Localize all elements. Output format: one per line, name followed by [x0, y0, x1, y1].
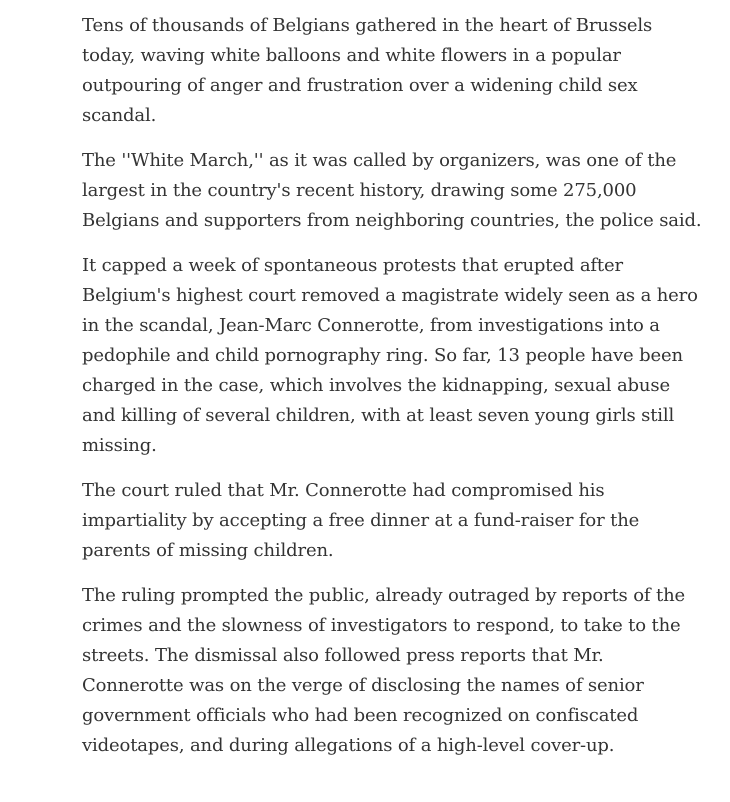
article-paragraph: The court ruled that Mr. Connerotte had compromised his impartiality by accepting a free dinner at a fund-raiser for the parents of missing children. [82, 480, 640, 561]
article-paragraph: The ruling prompted the public, already outraged by reports of the crimes and the slowness of investigators to respond, to take to the streets. The dismissal also followed press reports that Mr. Connerotte was on the verge of disclosing the names of senior government officials who had been recognized on confiscated videotapes, and during allegations of a high-level cover-up. [82, 585, 686, 756]
article-paragraph: It capped a week of spontaneous protests that erupted after Belgium's highest court removed a magistrate widely seen as a hero in the scandal, Jean-Marc Connerotte, from investigations into a pedophile and child pornography ring. So far, 13 people have been charged in the case, which involves the kidnapping, sexual abuse and killing of several children, with at least seven young girls still missing. [82, 255, 698, 456]
article-paragraph: Tens of thousands of Belgians gathered in the heart of Brussels today, waving white balloons and white flowers in a popular outpouring of anger and frustration over a widening child sex scandal. [82, 15, 653, 126]
article-paragraph: The ''White March,'' as it was called by organizers, was one of the largest in the country's recent history, drawing some 275,000 Belgians and supporters from neighboring countries, the police said. [82, 150, 702, 231]
article-body [82, 11, 702, 776]
